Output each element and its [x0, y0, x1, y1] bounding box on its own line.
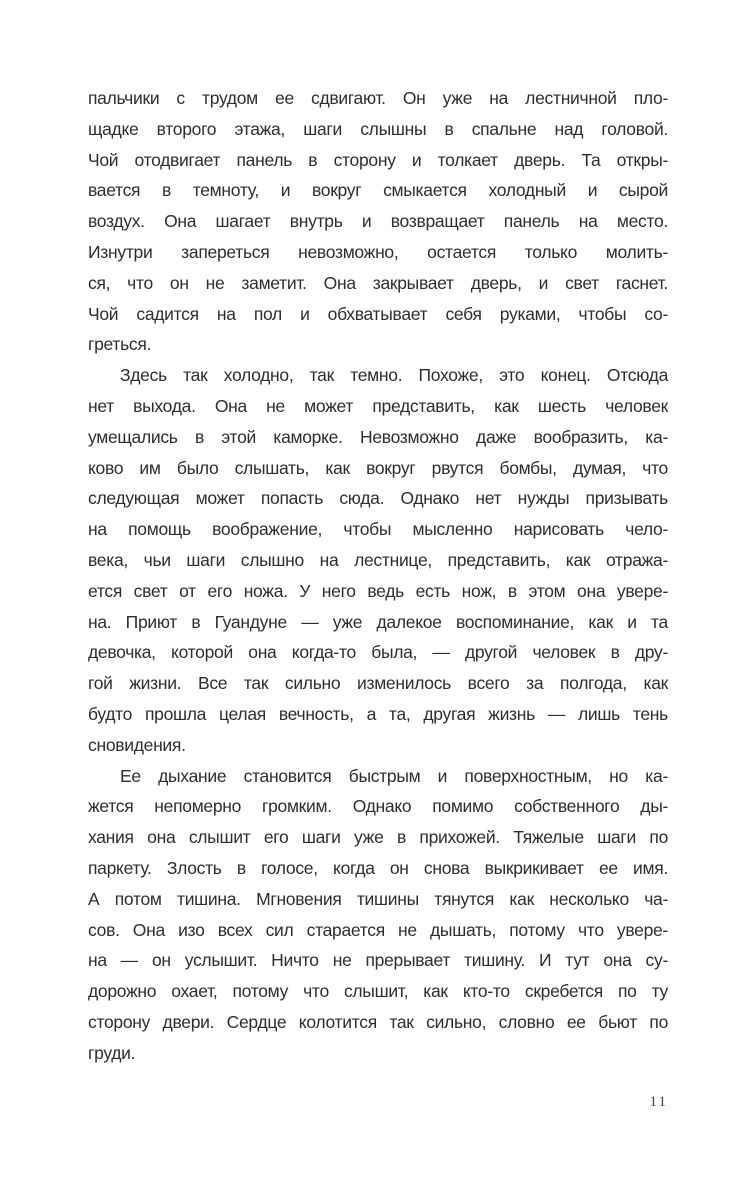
- text-line: гой жизни. Все так сильно изменилось всего за полгода, как: [88, 673, 668, 694]
- text-line: следующая может попасть сюда. Однако нет нужды призывать: [88, 488, 668, 509]
- paragraph: [88, 360, 668, 760]
- text-line: нет выхода. Она не может представить, как шесть человек: [88, 395, 668, 416]
- text-line: умещались в этой каморке. Невозможно даже вообразить, ка-: [88, 426, 668, 447]
- text-line: Ее дыхание становится быстрым и поверхностным, но ка-: [120, 765, 668, 786]
- text-line: вается в темноту, и вокруг смыкается холодный и сырой: [88, 180, 668, 201]
- text-line: сторону двери. Сердце колотится так сильно, словно ее бьют по: [88, 1011, 668, 1032]
- text-line: века, чьи шаги слышно на лестнице, представить, как отража-: [88, 549, 668, 570]
- paragraph: [88, 761, 668, 1069]
- text-line: Чой отодвигает панель в сторону и толкает дверь. Та откры-: [88, 149, 668, 170]
- text-line: воздух. Она шагает внутрь и возвращает панель на место.: [88, 211, 668, 232]
- text-line: греться.: [88, 334, 152, 355]
- text-line: жется непомерно громким. Однако помимо собственного ды-: [88, 796, 668, 817]
- text-line: Чой садится на пол и обхватывает себя руками, чтобы со-: [88, 303, 668, 324]
- paragraph: [88, 83, 668, 360]
- text-line: Изнутри запереться невозможно, остается только молить-: [88, 241, 668, 262]
- text-line: хания она слышит его шаги уже в прихожей. Тяжелые шаги по: [88, 827, 668, 848]
- text-line: пальчики с трудом ее сдвигают. Он уже на лестничной пло-: [88, 88, 668, 108]
- text-line: будто прошла целая вечность, а та, другая жизнь — лишь тень: [88, 703, 668, 724]
- page-number: 11: [649, 1094, 668, 1110]
- text-line: А потом тишина. Мгновения тишины тянутся как несколько ча-: [88, 888, 668, 909]
- text-line: сов. Она изо всех сил старается не дышать, потому что увере-: [88, 919, 668, 940]
- text-line: дорожно охает, потому что слышит, как кто-то скребется по ту: [88, 981, 668, 1002]
- text-line: щадке второго этажа, шаги слышны в спальне над головой.: [88, 118, 668, 139]
- text-line: девочка, которой она когда-то была, — другой человек в дру-: [88, 642, 668, 663]
- body-text: [88, 83, 668, 1069]
- text-line: ково им было слышать, как вокруг рвутся бомбы, думая, что: [88, 457, 668, 478]
- text-line: ется свет от его ножа. У него ведь есть нож, в этом она увере-: [88, 580, 668, 601]
- text-line: на. Приют в Гуандуне — уже далекое воспоминание, как и та: [88, 611, 668, 632]
- text-line: сновидения.: [88, 734, 186, 755]
- text-line: паркету. Злость в голосе, когда он снова выкрикивает ее имя.: [88, 857, 668, 878]
- text-line: Здесь так холодно, так темно. Похоже, это конец. Отсюда: [120, 365, 668, 386]
- text-line: на помощь воображение, чтобы мысленно нарисовать чело-: [88, 519, 668, 540]
- text-line: ся, что он не заметит. Она закрывает дверь, и свет гаснет.: [88, 272, 668, 293]
- text-line: груди.: [88, 1042, 136, 1063]
- text-line: на — он услышит. Ничто не прерывает тишину. И тут она су-: [88, 950, 668, 971]
